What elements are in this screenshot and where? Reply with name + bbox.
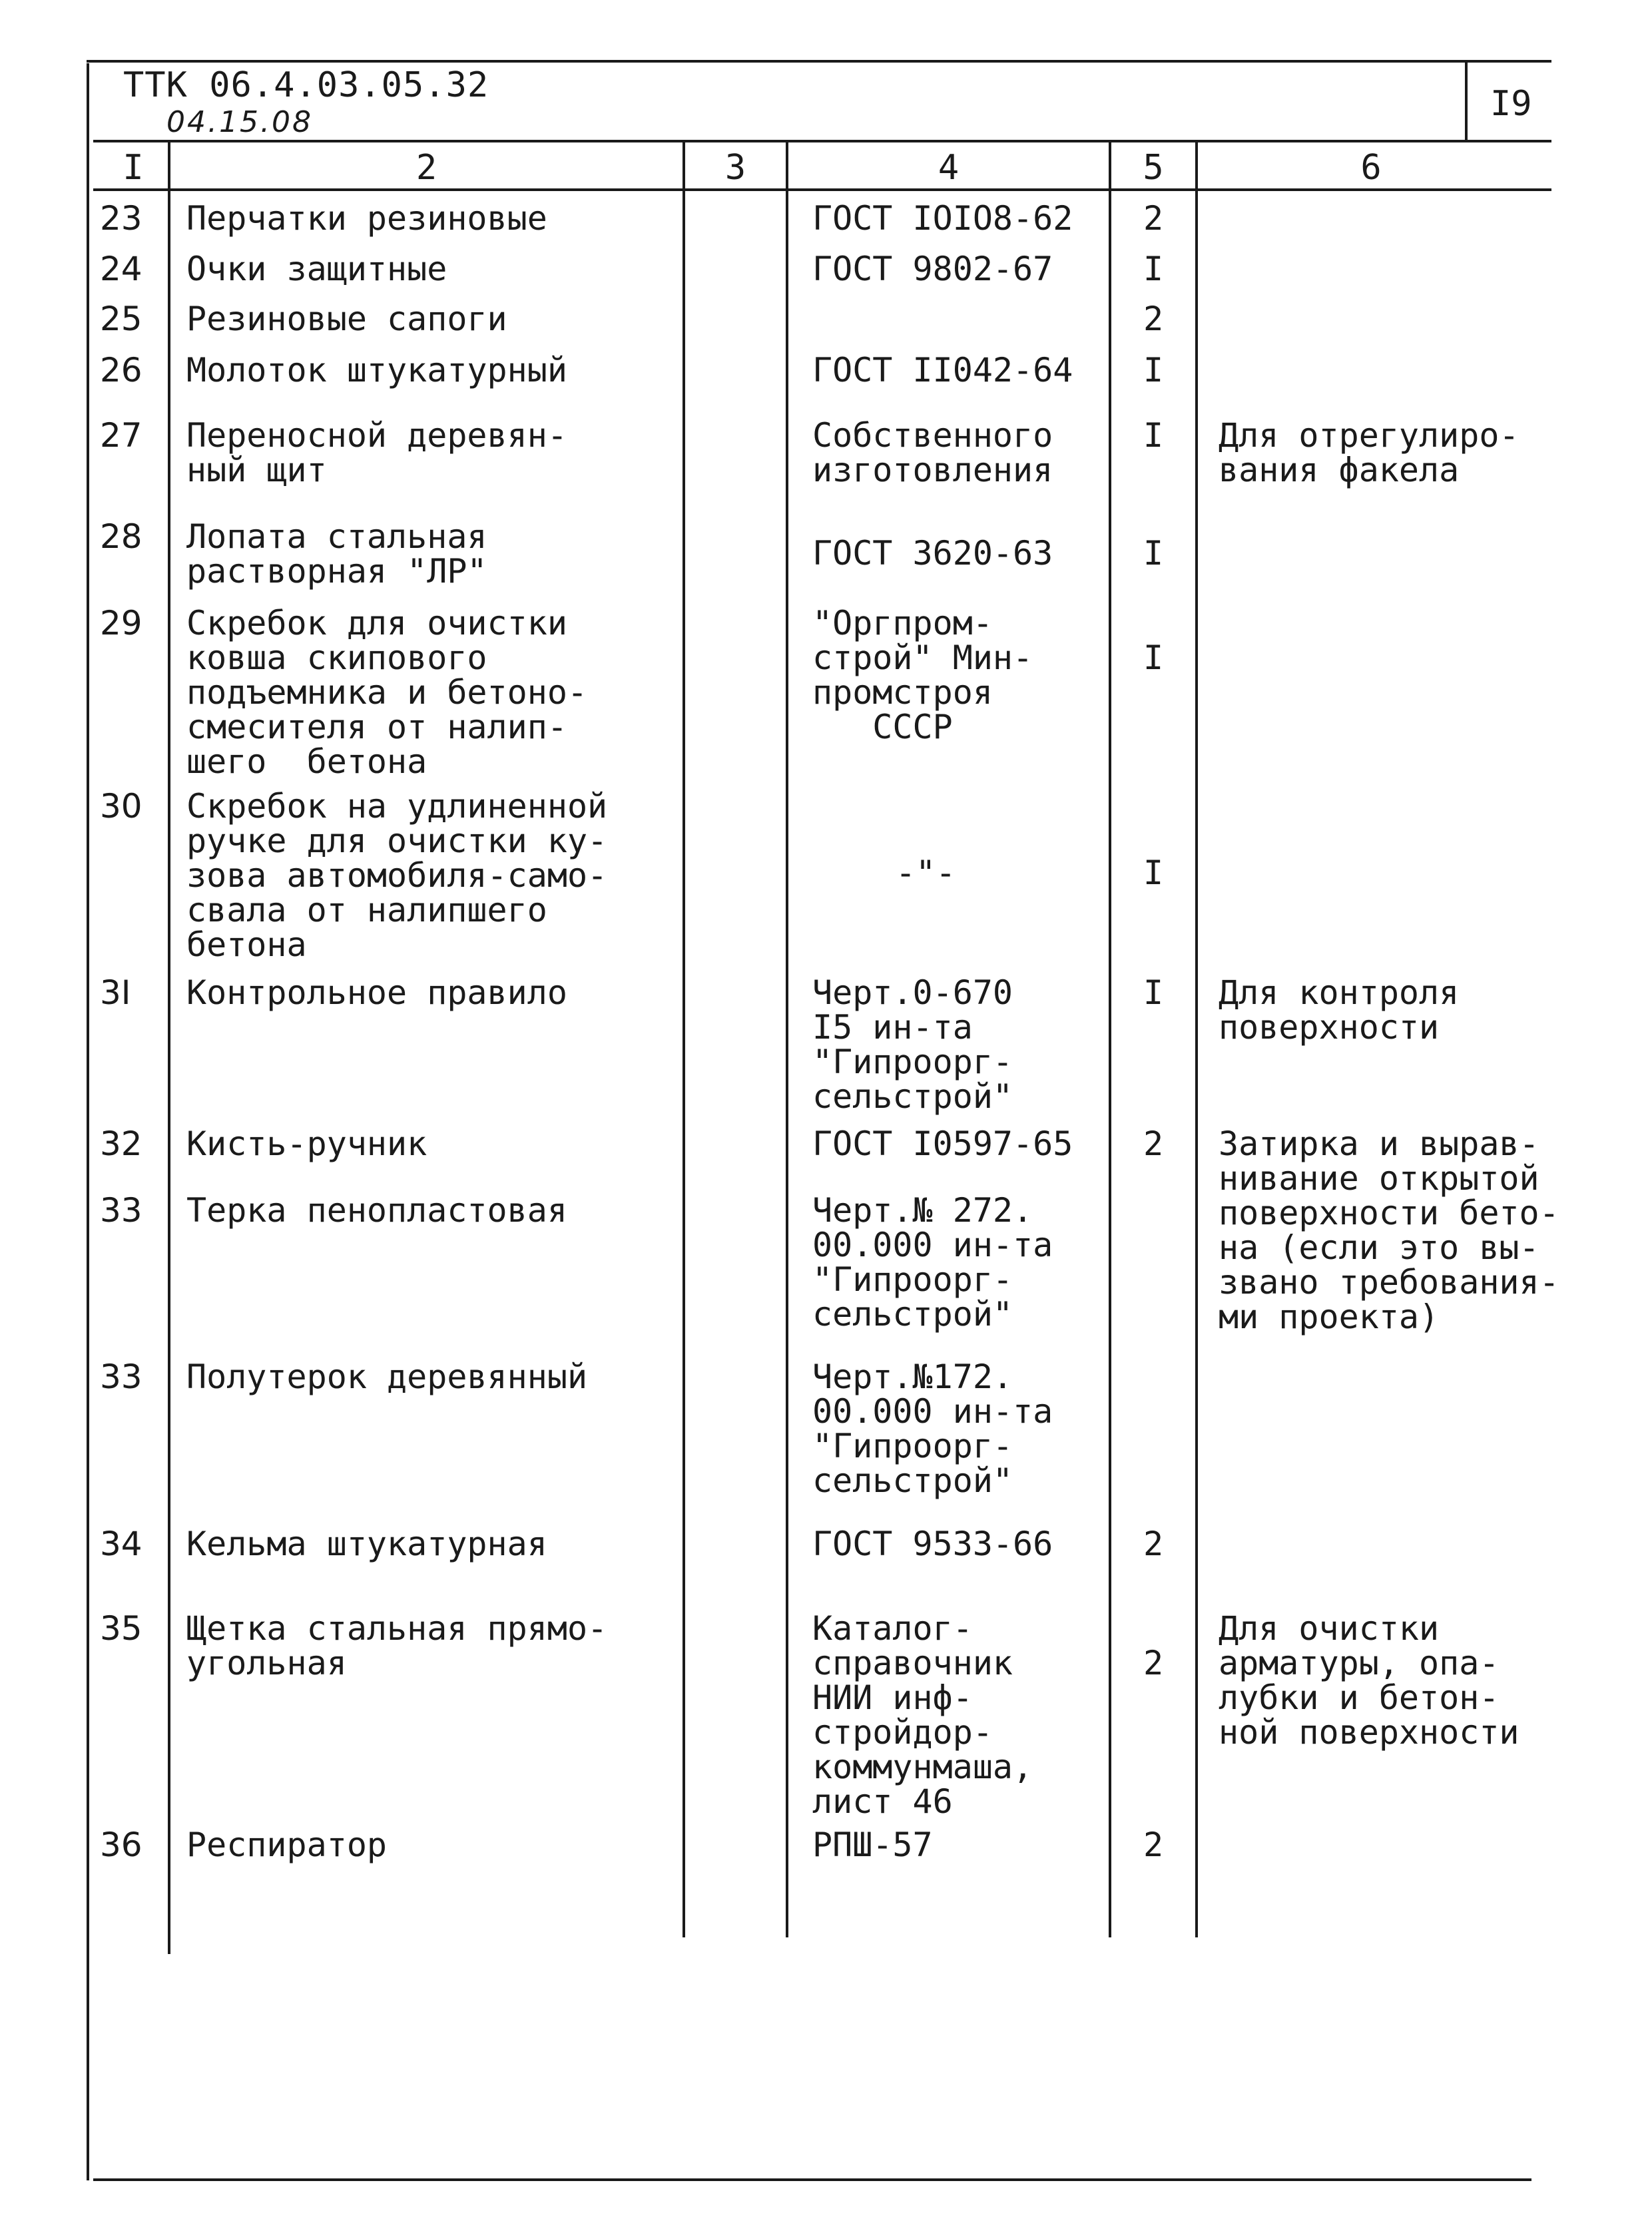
item-name: Кисть-ручник <box>186 1124 427 1163</box>
item-name: Кельма штукатурная <box>186 1525 547 1563</box>
item-quantity: I <box>1143 854 1164 892</box>
col-sep-1 <box>168 140 170 1954</box>
column-header-2: 2 <box>415 148 437 188</box>
item-quantity: I <box>1143 416 1164 455</box>
item-quantity: 2 <box>1143 1525 1164 1563</box>
column-header-1: I <box>123 148 144 188</box>
item-name: Скребок для очистки ковша скипового подъемника и бетоно- смесителя от налип- шего бетона <box>186 604 588 781</box>
col-sep-4 <box>1109 140 1111 1937</box>
item-quantity: I <box>1143 638 1164 677</box>
item-note: Для отрегулиро- вания факела <box>1219 416 1519 489</box>
item-standard: ГОСТ 3620-63 <box>812 534 1053 573</box>
item-standard: ГОСТ 9802-67 <box>812 250 1053 288</box>
item-note: Для контроля поверхности <box>1219 973 1460 1047</box>
row-number: 32 <box>100 1124 142 1163</box>
item-standard: Черт.№ 272. 00.000 ин-та "Гипроорг- сельстрой" <box>812 1191 1053 1334</box>
item-quantity: I <box>1143 250 1164 288</box>
item-standard: ГОСТ I0597-65 <box>812 1124 1073 1163</box>
item-name: Очки защитные <box>186 250 447 288</box>
top-border <box>87 60 1551 63</box>
column-header-4: 4 <box>938 148 960 188</box>
row-number: 35 <box>100 1609 142 1648</box>
row-number: 29 <box>100 604 142 642</box>
item-name: Терка пенопластовая <box>186 1191 567 1230</box>
left-border <box>87 63 89 2180</box>
item-name: Переносной деревян- ный щит <box>186 416 567 489</box>
document-code: ТТК 06.4.03.05.32 <box>123 65 489 105</box>
document-subcode: 04.15.08 <box>166 105 313 139</box>
item-quantity: 2 <box>1143 300 1164 338</box>
column-header-6: 6 <box>1360 148 1382 188</box>
page-box-divider <box>1465 60 1468 140</box>
col-sep-2 <box>683 140 685 1937</box>
item-name: Перчатки резиновые <box>186 199 547 238</box>
item-name: Щетка стальная прямо- угольная <box>186 1609 608 1682</box>
bottom-border <box>93 2178 1531 2181</box>
row-number: 26 <box>100 351 142 389</box>
item-name: Контрольное правило <box>186 973 567 1012</box>
page-number: I9 <box>1490 84 1532 124</box>
row-number: 33 <box>100 1191 142 1230</box>
item-name: Молоток штукатурный <box>186 351 567 389</box>
row-number: 23 <box>100 199 142 238</box>
item-quantity: 2 <box>1143 199 1164 238</box>
item-standard: ГОСТ IOIO8-62 <box>812 199 1073 238</box>
row-number: 33 <box>100 1358 142 1396</box>
item-quantity: 2 <box>1143 1124 1164 1163</box>
row-number: 27 <box>100 416 142 455</box>
item-quantity: 2 <box>1143 1826 1164 1864</box>
row-number: 3I <box>100 973 131 1012</box>
col-sep-5 <box>1195 140 1198 1937</box>
item-quantity: I <box>1143 973 1164 1012</box>
row-number: 28 <box>100 517 142 556</box>
item-quantity: I <box>1143 534 1164 573</box>
column-header-divider <box>93 188 1551 191</box>
row-number: 25 <box>100 300 142 338</box>
item-standard: Черт.№172. 00.000 ин-та "Гипроорг- сельстрой" <box>812 1358 1053 1500</box>
item-note: Затирка и вырав- нивание открытой поверхности бето- на (если это вы- звано требования- ми проекта) <box>1219 1124 1559 1336</box>
item-standard: "Оргпром- строй" Мин- промстроя СССР <box>812 604 1033 746</box>
column-header-5: 5 <box>1143 148 1164 188</box>
item-standard: Черт.0-670 I5 ин-та "Гипроорг- сельстрой" <box>812 973 1013 1116</box>
row-number: 30 <box>100 787 142 826</box>
column-header-3: 3 <box>724 148 746 188</box>
item-note: Для очистки арматуры, опа- лубки и бетон- ной поверхности <box>1219 1609 1519 1752</box>
header-divider <box>93 140 1551 142</box>
row-number: 34 <box>100 1525 142 1563</box>
item-standard: ГОСТ 9533-66 <box>812 1525 1053 1563</box>
item-standard: РПШ-57 <box>812 1826 933 1864</box>
item-standard: ГОСТ II042-64 <box>812 351 1073 389</box>
item-name: Полутерок деревянный <box>186 1358 588 1396</box>
item-name: Лопата стальная растворная "ЛР" <box>186 517 487 591</box>
item-name: Респиратор <box>186 1826 388 1864</box>
row-number: 24 <box>100 250 142 288</box>
item-quantity: I <box>1143 351 1164 389</box>
item-standard: -"- <box>896 854 956 892</box>
col-sep-3 <box>786 140 788 1937</box>
item-standard: Каталог- справочник НИИ инф- стройдор- коммунмаша, лист 46 <box>812 1609 1033 1821</box>
item-quantity: 2 <box>1143 1644 1164 1682</box>
item-name: Скребок на удлиненной ручке для очистки ку- зова автомобиля-само- свала от налипшего бетона <box>186 787 608 964</box>
item-name: Резиновые сапоги <box>186 300 507 338</box>
row-number: 36 <box>100 1826 142 1864</box>
item-standard: Собственного изготовления <box>812 416 1053 489</box>
